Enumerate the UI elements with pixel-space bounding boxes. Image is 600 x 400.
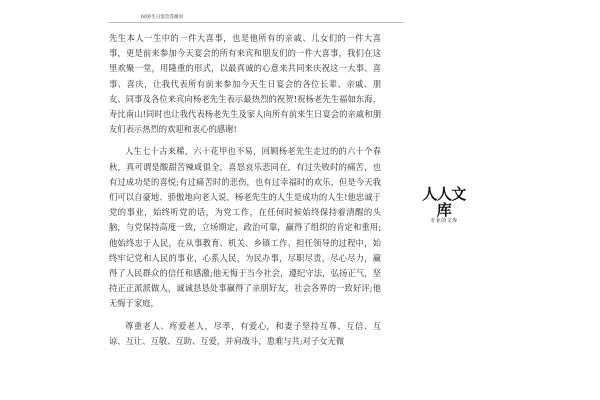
paragraph: 尊重老人、疼爱老人，尽孝，有爱心，和妻子坚持互尊、互信、互谅、互让、互敬、互助、互爱，并肩战斗，患难与共;对子女无微 <box>109 320 381 346</box>
watermark-title: 人人文库 <box>422 185 466 219</box>
page-header: 60岁生日宴会答谢词 <box>141 15 183 20</box>
document-body <box>109 31 381 356</box>
paragraph: 先生本人一生中的一件大喜事，也是他所有的亲戚、儿女们的一件大喜事，更是前来参加今天宴会的所有来宾和朋友们的一件大喜事，我们在这里欢聚一堂，用隆重的形式，以最真诚的心意来共同来庆祝这一大事、喜事、喜庆，让我代表所有前来参加今天生日宴会的各位长辈、亲戚、朋友、同事及各位来宾向杨老先生表示最热烈的祝贺!祝杨老先生福如东海，寿比南山!同时也让我代表杨老先生及家人向所有前来生日宴会的亲戚和朋友们表示热烈的欢迎和衷心的感谢! <box>109 33 381 135</box>
paragraph: 人生七十古来稀，六十花甲也不易，回顾杨老先生走过的的六十个春秋，真可谓是酸甜苦辣咸俱全，喜怒哀乐悲同在，有过失败时的痛苦，也有过成功是的喜悦;有过痛苦时的悲伤，也有过幸福时的欢乐，但是今天我们可以自豪地、骄傲地向老人说，杨老先生的人生是成功的人生!他忠诚于党的事业，始终听党的话，为党工作，在任何时候始终保持着清醒的头脑，与党保持高度一致，立场期定，政治可靠，赢得了组织的肯定和重用;他始终忠于人民，在从事教育、机关、乡镇工作、担任领导的过程中，始终牢记党和人民的事业，心系人民，为民办事，尽职尽责，尽心尽力，赢得了人民群众的信任和感激;他无悔于当今社会，遵纪守法，弘扬正气，坚持正正派派做人，诚诚恳恳处事赢得了亲朋好友，社会各界的一致好评;他无悔于家庭， <box>109 146 381 309</box>
watermark-subtitle: 专业的文库 <box>430 218 458 224</box>
header-divider <box>108 22 404 23</box>
